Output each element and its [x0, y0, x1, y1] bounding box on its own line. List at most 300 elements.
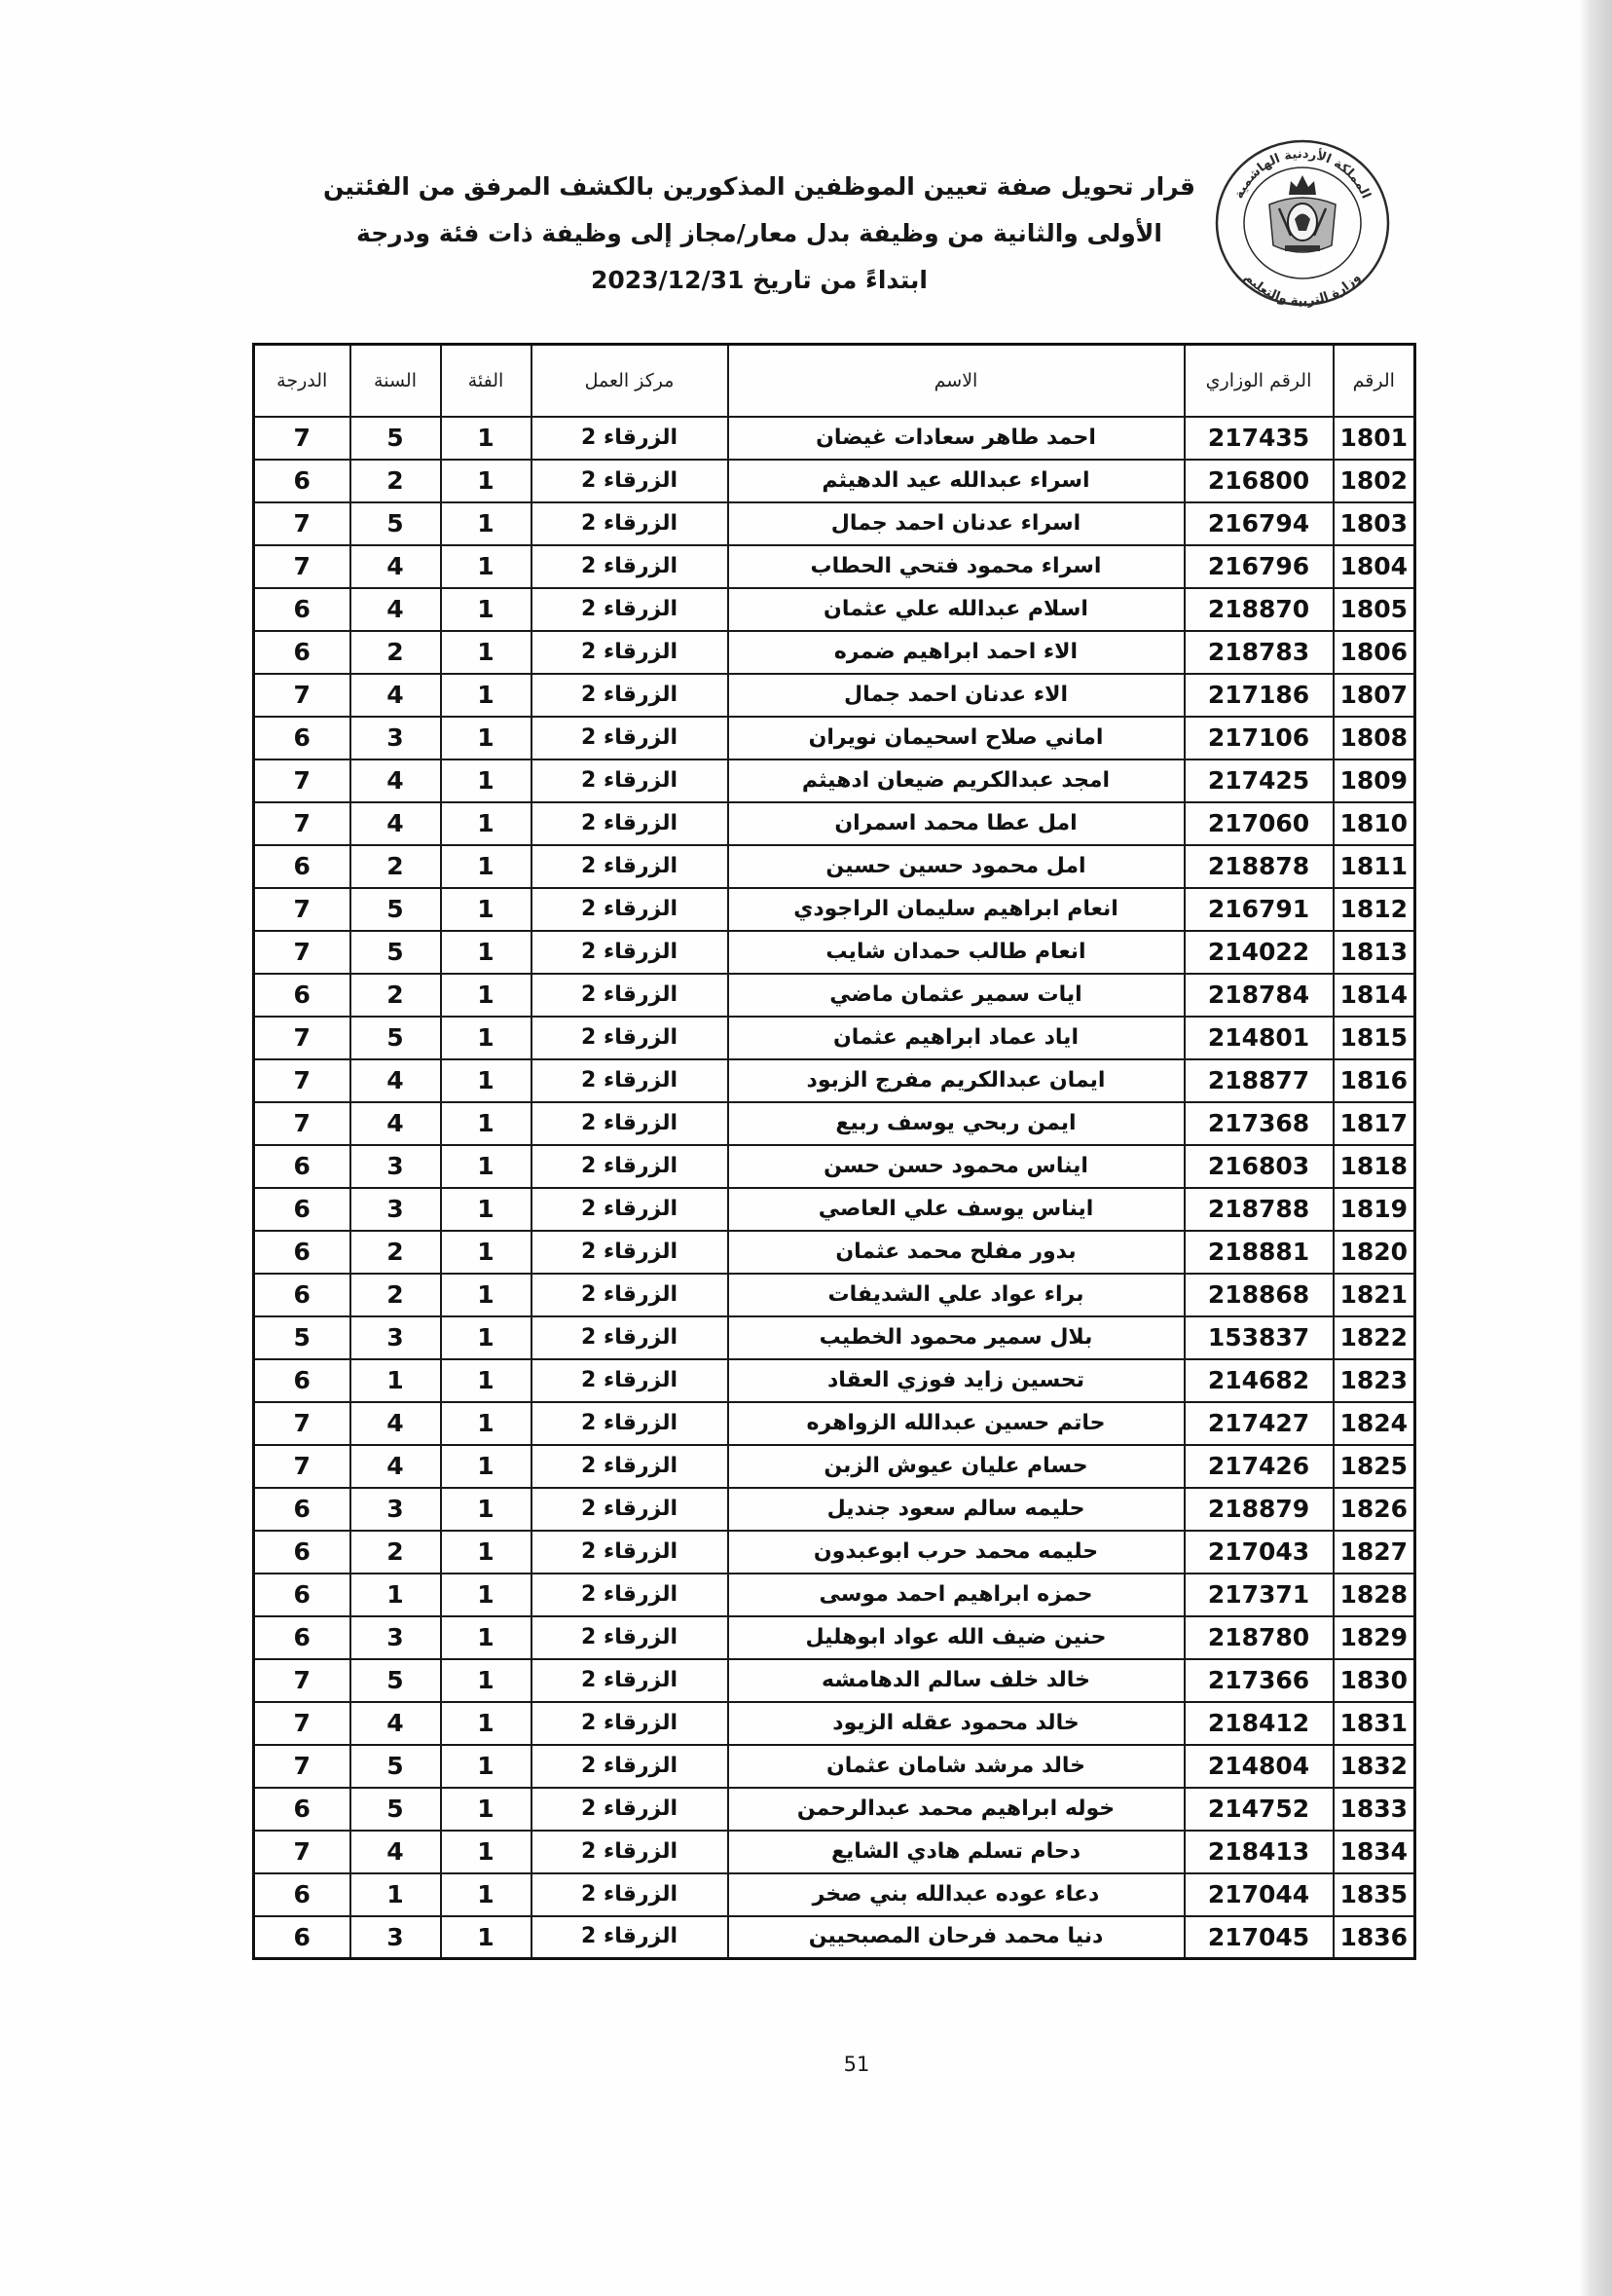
- cell-serial: 1804: [1334, 545, 1415, 588]
- cell-grade: 6: [254, 1188, 350, 1231]
- cell-year: 2: [350, 845, 441, 888]
- cell-serial: 1829: [1334, 1616, 1415, 1659]
- cell-ministry-number: 217371: [1185, 1574, 1334, 1616]
- cell-grade: 6: [254, 1488, 350, 1531]
- table-row: [254, 1831, 1415, 1873]
- cell-work-center: الزرقاء 2: [531, 1659, 728, 1702]
- cell-grade: 7: [254, 1102, 350, 1145]
- cell-work-center: الزرقاء 2: [531, 1702, 728, 1745]
- cell-category: 1: [441, 1574, 531, 1616]
- cell-ministry-number: 218879: [1185, 1488, 1334, 1531]
- cell-ministry-number: 217435: [1185, 417, 1334, 460]
- cell-serial: 1808: [1334, 717, 1415, 759]
- cell-work-center: الزرقاء 2: [531, 974, 728, 1017]
- cell-serial: 1824: [1334, 1402, 1415, 1445]
- cell-category: 1: [441, 1145, 531, 1188]
- cell-grade: 7: [254, 1745, 350, 1788]
- cell-year: 5: [350, 1017, 441, 1059]
- cell-work-center: الزرقاء 2: [531, 1531, 728, 1574]
- col-header-work-center: مركز العمل: [531, 345, 728, 417]
- cell-year: 3: [350, 1145, 441, 1188]
- table-row: [254, 1145, 1415, 1188]
- cell-category: 1: [441, 1445, 531, 1488]
- table-row: [254, 888, 1415, 931]
- cell-grade: 6: [254, 1574, 350, 1616]
- cell-year: 2: [350, 1531, 441, 1574]
- cell-grade: 6: [254, 1231, 350, 1274]
- cell-serial: 1828: [1334, 1574, 1415, 1616]
- cell-ministry-number: 218881: [1185, 1231, 1334, 1274]
- cell-year: 4: [350, 1402, 441, 1445]
- cell-category: 1: [441, 545, 531, 588]
- table-body: [254, 417, 1415, 1959]
- cell-ministry-number: 218413: [1185, 1831, 1334, 1873]
- cell-name: اماني صلاح اسحيمان نويران: [728, 717, 1185, 759]
- cell-category: 1: [441, 888, 531, 931]
- table-row: [254, 1659, 1415, 1702]
- cell-category: 1: [441, 1831, 531, 1873]
- cell-category: 1: [441, 1616, 531, 1659]
- table-row: [254, 1531, 1415, 1574]
- cell-grade: 7: [254, 759, 350, 802]
- cell-serial: 1805: [1334, 588, 1415, 631]
- cell-grade: 6: [254, 460, 350, 502]
- cell-ministry-number: 216791: [1185, 888, 1334, 931]
- table-row: [254, 1231, 1415, 1274]
- cell-year: 4: [350, 674, 441, 717]
- cell-name: ايمان عبدالكريم مفرج الزبود: [728, 1059, 1185, 1102]
- cell-year: 4: [350, 1702, 441, 1745]
- table-row: [254, 1702, 1415, 1745]
- cell-name: اسلام عبدالله علي عثمان: [728, 588, 1185, 631]
- cell-grade: 7: [254, 1445, 350, 1488]
- cell-grade: 6: [254, 588, 350, 631]
- table-row: [254, 1059, 1415, 1102]
- cell-ministry-number: 218788: [1185, 1188, 1334, 1231]
- cell-work-center: الزرقاء 2: [531, 1831, 728, 1873]
- cell-grade: 6: [254, 1274, 350, 1316]
- cell-year: 5: [350, 417, 441, 460]
- cell-year: 4: [350, 1831, 441, 1873]
- cell-grade: 7: [254, 502, 350, 545]
- col-header-ministry-number: الرقم الوزاري: [1185, 345, 1334, 417]
- cell-year: 4: [350, 588, 441, 631]
- cell-grade: 7: [254, 802, 350, 845]
- cell-name: اسراء عدنان احمد جمال: [728, 502, 1185, 545]
- table-row: [254, 1616, 1415, 1659]
- cell-name: اسراء عبدالله عيد الدهيثم: [728, 460, 1185, 502]
- cell-work-center: الزرقاء 2: [531, 1616, 728, 1659]
- table-row: [254, 931, 1415, 974]
- cell-ministry-number: 218412: [1185, 1702, 1334, 1745]
- table-row: [254, 1873, 1415, 1916]
- scan-edge-shadow: [1579, 0, 1612, 2296]
- cell-ministry-number: 217044: [1185, 1873, 1334, 1916]
- cell-work-center: الزرقاء 2: [531, 1102, 728, 1145]
- table-row: [254, 1745, 1415, 1788]
- cell-ministry-number: 214801: [1185, 1017, 1334, 1059]
- cell-work-center: الزرقاء 2: [531, 888, 728, 931]
- cell-year: 5: [350, 888, 441, 931]
- cell-name: الاء احمد ابراهيم ضمره: [728, 631, 1185, 674]
- cell-category: 1: [441, 1531, 531, 1574]
- cell-grade: 6: [254, 1531, 350, 1574]
- cell-work-center: الزرقاء 2: [531, 717, 728, 759]
- cell-ministry-number: 218783: [1185, 631, 1334, 674]
- cell-work-center: الزرقاء 2: [531, 1188, 728, 1231]
- cell-grade: 7: [254, 545, 350, 588]
- cell-ministry-number: 217368: [1185, 1102, 1334, 1145]
- cell-serial: 1817: [1334, 1102, 1415, 1145]
- cell-serial: 1834: [1334, 1831, 1415, 1873]
- cell-grade: 7: [254, 931, 350, 974]
- cell-serial: 1818: [1334, 1145, 1415, 1188]
- cell-grade: 6: [254, 1359, 350, 1402]
- table-row: [254, 674, 1415, 717]
- cell-name: حاتم حسين عبدالله الزواهره: [728, 1402, 1185, 1445]
- cell-year: 3: [350, 1916, 441, 1959]
- cell-grade: 7: [254, 1659, 350, 1702]
- cell-serial: 1832: [1334, 1745, 1415, 1788]
- cell-grade: 6: [254, 631, 350, 674]
- cell-category: 1: [441, 674, 531, 717]
- seal-bottom-text-path: وزارة التربية والتعليم: [1241, 270, 1364, 310]
- cell-name: بلال سمير محمود الخطيب: [728, 1316, 1185, 1359]
- cell-work-center: الزرقاء 2: [531, 631, 728, 674]
- cell-name: حسام عليان عيوش الزبن: [728, 1445, 1185, 1488]
- cell-ministry-number: 214752: [1185, 1788, 1334, 1831]
- cell-ministry-number: 217106: [1185, 717, 1334, 759]
- cell-name: ايناس يوسف علي العاصي: [728, 1188, 1185, 1231]
- table-row: [254, 1916, 1415, 1959]
- cell-year: 5: [350, 502, 441, 545]
- table-row: [254, 417, 1415, 460]
- cell-work-center: الزرقاء 2: [531, 1788, 728, 1831]
- cell-category: 1: [441, 1188, 531, 1231]
- cell-work-center: الزرقاء 2: [531, 1873, 728, 1916]
- table-row: [254, 502, 1415, 545]
- cell-grade: 7: [254, 417, 350, 460]
- cell-name: اياد عماد ابراهيم عثمان: [728, 1017, 1185, 1059]
- cell-category: 1: [441, 931, 531, 974]
- table-row: [254, 974, 1415, 1017]
- title-line-1: قرار تحويل صفة تعيين الموظفين المذكورين بالكشف المرفق من الفئتين: [322, 172, 1196, 201]
- cell-year: 2: [350, 1274, 441, 1316]
- table-row: [254, 631, 1415, 674]
- cell-name: خوله ابراهيم محمد عبدالرحمن: [728, 1788, 1185, 1831]
- cell-year: 1: [350, 1359, 441, 1402]
- cell-work-center: الزرقاء 2: [531, 1574, 728, 1616]
- cell-ministry-number: 217427: [1185, 1402, 1334, 1445]
- table-row: [254, 759, 1415, 802]
- cell-category: 1: [441, 1916, 531, 1959]
- table-row: [254, 1017, 1415, 1059]
- cell-work-center: الزرقاء 2: [531, 1059, 728, 1102]
- cell-serial: 1815: [1334, 1017, 1415, 1059]
- cell-ministry-number: 216794: [1185, 502, 1334, 545]
- cell-category: 1: [441, 1788, 531, 1831]
- title-line-2: الأولى والثانية من وظيفة بدل معار/مجاز إلى وظيفة ذات فئة ودرجة: [356, 219, 1162, 247]
- cell-work-center: الزرقاء 2: [531, 1402, 728, 1445]
- cell-grade: 6: [254, 974, 350, 1017]
- cell-category: 1: [441, 502, 531, 545]
- cell-serial: 1807: [1334, 674, 1415, 717]
- cell-grade: 7: [254, 1402, 350, 1445]
- cell-work-center: الزرقاء 2: [531, 545, 728, 588]
- cell-category: 1: [441, 845, 531, 888]
- cell-ministry-number: 153837: [1185, 1316, 1334, 1359]
- table-row: [254, 1102, 1415, 1145]
- table-row: [254, 717, 1415, 759]
- cell-work-center: الزرقاء 2: [531, 1316, 728, 1359]
- cell-year: 1: [350, 1574, 441, 1616]
- cell-serial: 1816: [1334, 1059, 1415, 1102]
- cell-serial: 1813: [1334, 931, 1415, 974]
- table-header-row: [254, 345, 1415, 417]
- cell-year: 4: [350, 1059, 441, 1102]
- cell-serial: 1821: [1334, 1274, 1415, 1316]
- cell-name: دعاء عوده عبدالله بني صخر: [728, 1873, 1185, 1916]
- cell-name: خالد محمود عقله الزيود: [728, 1702, 1185, 1745]
- cell-name: حمزه ابراهيم احمد موسى: [728, 1574, 1185, 1616]
- cell-year: 2: [350, 974, 441, 1017]
- cell-ministry-number: 217186: [1185, 674, 1334, 717]
- cell-category: 1: [441, 1059, 531, 1102]
- cell-serial: 1812: [1334, 888, 1415, 931]
- cell-serial: 1820: [1334, 1231, 1415, 1274]
- cell-work-center: الزرقاء 2: [531, 1445, 728, 1488]
- cell-year: 4: [350, 1102, 441, 1145]
- col-header-category: الفئة: [441, 345, 531, 417]
- cell-work-center: الزرقاء 2: [531, 1359, 728, 1402]
- cell-work-center: الزرقاء 2: [531, 1274, 728, 1316]
- cell-year: 3: [350, 1616, 441, 1659]
- cell-grade: 6: [254, 1616, 350, 1659]
- cell-name: دنيا محمد فرحان المصبحيين: [728, 1916, 1185, 1959]
- employee-roster-table: [252, 343, 1416, 1960]
- cell-category: 1: [441, 974, 531, 1017]
- cell-work-center: الزرقاء 2: [531, 1488, 728, 1531]
- cell-category: 1: [441, 759, 531, 802]
- cell-grade: 7: [254, 1059, 350, 1102]
- cell-work-center: الزرقاء 2: [531, 502, 728, 545]
- cell-grade: 7: [254, 1017, 350, 1059]
- cell-year: 4: [350, 1445, 441, 1488]
- cell-year: 1: [350, 1873, 441, 1916]
- cell-serial: 1835: [1334, 1873, 1415, 1916]
- cell-serial: 1809: [1334, 759, 1415, 802]
- cell-serial: 1803: [1334, 502, 1415, 545]
- cell-ministry-number: 214804: [1185, 1745, 1334, 1788]
- ministry-seal: [1211, 136, 1394, 310]
- table-row: [254, 460, 1415, 502]
- cell-category: 1: [441, 1659, 531, 1702]
- cell-work-center: الزرقاء 2: [531, 1231, 728, 1274]
- cell-ministry-number: 216803: [1185, 1145, 1334, 1188]
- cell-name: دحام تسلم هادي الشايع: [728, 1831, 1185, 1873]
- table-row: [254, 1274, 1415, 1316]
- cell-category: 1: [441, 1017, 531, 1059]
- document-title: [311, 164, 1207, 304]
- table-row: [254, 588, 1415, 631]
- cell-name: الاء عدنان احمد جمال: [728, 674, 1185, 717]
- cell-work-center: الزرقاء 2: [531, 759, 728, 802]
- cell-work-center: الزرقاء 2: [531, 588, 728, 631]
- table-row: [254, 1788, 1415, 1831]
- cell-name: خالد مرشد شامان عثمان: [728, 1745, 1185, 1788]
- table-row: [254, 1316, 1415, 1359]
- table-row: [254, 1445, 1415, 1488]
- table-row: [254, 1574, 1415, 1616]
- cell-name: بدور مفلح محمد عثمان: [728, 1231, 1185, 1274]
- cell-name: ايمن ربحي يوسف ربيع: [728, 1102, 1185, 1145]
- cell-name: تحسين زايد فوزي العقاد: [728, 1359, 1185, 1402]
- cell-year: 2: [350, 1231, 441, 1274]
- table-row: [254, 1359, 1415, 1402]
- cell-serial: 1819: [1334, 1188, 1415, 1231]
- cell-work-center: الزرقاء 2: [531, 1916, 728, 1959]
- cell-work-center: الزرقاء 2: [531, 1017, 728, 1059]
- cell-name: امجد عبدالكريم ضيعان ادهيثم: [728, 759, 1185, 802]
- cell-serial: 1825: [1334, 1445, 1415, 1488]
- cell-grade: 6: [254, 1145, 350, 1188]
- cell-grade: 6: [254, 845, 350, 888]
- cell-grade: 7: [254, 888, 350, 931]
- cell-year: 4: [350, 545, 441, 588]
- table-row: [254, 802, 1415, 845]
- cell-category: 1: [441, 1316, 531, 1359]
- cell-name: براء عواد علي الشديفات: [728, 1274, 1185, 1316]
- col-header-year: السنة: [350, 345, 441, 417]
- cell-category: 1: [441, 1102, 531, 1145]
- cell-ministry-number: 218878: [1185, 845, 1334, 888]
- cell-work-center: الزرقاء 2: [531, 1745, 728, 1788]
- col-header-name: الاسم: [728, 345, 1185, 417]
- table-row: [254, 1188, 1415, 1231]
- cell-grade: 6: [254, 1788, 350, 1831]
- seal-bottom-text: [1241, 271, 1364, 309]
- cell-category: 1: [441, 417, 531, 460]
- cell-ministry-number: 218780: [1185, 1616, 1334, 1659]
- cell-category: 1: [441, 1488, 531, 1531]
- cell-category: 1: [441, 1873, 531, 1916]
- cell-work-center: الزرقاء 2: [531, 460, 728, 502]
- cell-ministry-number: 214682: [1185, 1359, 1334, 1402]
- cell-grade: 7: [254, 1831, 350, 1873]
- cell-year: 3: [350, 1488, 441, 1531]
- cell-work-center: الزرقاء 2: [531, 802, 728, 845]
- cell-grade: 6: [254, 1873, 350, 1916]
- cell-serial: 1830: [1334, 1659, 1415, 1702]
- cell-ministry-number: 217366: [1185, 1659, 1334, 1702]
- cell-name: ايات سمير عثمان ماضي: [728, 974, 1185, 1017]
- cell-category: 1: [441, 588, 531, 631]
- seal-top-text-path: المملكة الأردنية الهاشمية: [1231, 146, 1374, 202]
- cell-year: 5: [350, 1745, 441, 1788]
- cell-year: 3: [350, 1316, 441, 1359]
- cell-grade: 7: [254, 1702, 350, 1745]
- table-row: [254, 545, 1415, 588]
- cell-serial: 1814: [1334, 974, 1415, 1017]
- cell-grade: 6: [254, 1916, 350, 1959]
- cell-serial: 1831: [1334, 1702, 1415, 1745]
- cell-ministry-number: 216796: [1185, 545, 1334, 588]
- col-header-serial: الرقم: [1334, 345, 1415, 417]
- cell-serial: 1822: [1334, 1316, 1415, 1359]
- seal-crest: [1269, 175, 1336, 252]
- cell-name: احمد طاهر سعادات غيضان: [728, 417, 1185, 460]
- cell-category: 1: [441, 717, 531, 759]
- table-row: [254, 1402, 1415, 1445]
- cell-ministry-number: 217426: [1185, 1445, 1334, 1488]
- cell-ministry-number: 217045: [1185, 1916, 1334, 1959]
- cell-category: 1: [441, 802, 531, 845]
- cell-ministry-number: 218868: [1185, 1274, 1334, 1316]
- cell-ministry-number: 214022: [1185, 931, 1334, 974]
- cell-serial: 1810: [1334, 802, 1415, 845]
- cell-serial: 1833: [1334, 1788, 1415, 1831]
- cell-year: 4: [350, 802, 441, 845]
- cell-serial: 1823: [1334, 1359, 1415, 1402]
- cell-ministry-number: 218877: [1185, 1059, 1334, 1102]
- cell-serial: 1836: [1334, 1916, 1415, 1959]
- cell-serial: 1802: [1334, 460, 1415, 502]
- cell-serial: 1801: [1334, 417, 1415, 460]
- cell-category: 1: [441, 631, 531, 674]
- cell-year: 2: [350, 631, 441, 674]
- cell-grade: 5: [254, 1316, 350, 1359]
- cell-year: 5: [350, 931, 441, 974]
- cell-serial: 1827: [1334, 1531, 1415, 1574]
- cell-category: 1: [441, 1231, 531, 1274]
- cell-name: اسراء محمود فتحي الحطاب: [728, 545, 1185, 588]
- cell-name: انعام ابراهيم سليمان الراجودي: [728, 888, 1185, 931]
- cell-year: 3: [350, 717, 441, 759]
- cell-name: حنين ضيف الله عواد ابوهليل: [728, 1616, 1185, 1659]
- cell-category: 1: [441, 1274, 531, 1316]
- cell-name: امل محمود حسين حسين: [728, 845, 1185, 888]
- cell-name: حليمه سالم سعود جنديل: [728, 1488, 1185, 1531]
- table-row: [254, 1488, 1415, 1531]
- cell-ministry-number: 217043: [1185, 1531, 1334, 1574]
- cell-ministry-number: 218784: [1185, 974, 1334, 1017]
- col-header-grade: الدرجة: [254, 345, 350, 417]
- cell-serial: 1806: [1334, 631, 1415, 674]
- title-line-3: ابتداءً من تاريخ 2023/12/31: [590, 266, 929, 294]
- cell-work-center: الزرقاء 2: [531, 931, 728, 974]
- cell-year: 2: [350, 460, 441, 502]
- cell-grade: 7: [254, 674, 350, 717]
- cell-category: 1: [441, 1745, 531, 1788]
- cell-category: 1: [441, 1702, 531, 1745]
- table-row: [254, 845, 1415, 888]
- cell-name: خالد خلف سالم الدهامشه: [728, 1659, 1185, 1702]
- cell-category: 1: [441, 460, 531, 502]
- cell-ministry-number: 218870: [1185, 588, 1334, 631]
- cell-work-center: الزرقاء 2: [531, 845, 728, 888]
- cell-ministry-number: 217425: [1185, 759, 1334, 802]
- cell-category: 1: [441, 1402, 531, 1445]
- page-number: 51: [843, 2053, 870, 2076]
- cell-name: حليمه محمد حرب ابوعبدون: [728, 1531, 1185, 1574]
- cell-work-center: الزرقاء 2: [531, 674, 728, 717]
- cell-year: 3: [350, 1188, 441, 1231]
- cell-name: امل عطا محمد اسمران: [728, 802, 1185, 845]
- cell-ministry-number: 216800: [1185, 460, 1334, 502]
- cell-grade: 6: [254, 717, 350, 759]
- cell-serial: 1811: [1334, 845, 1415, 888]
- cell-year: 5: [350, 1788, 441, 1831]
